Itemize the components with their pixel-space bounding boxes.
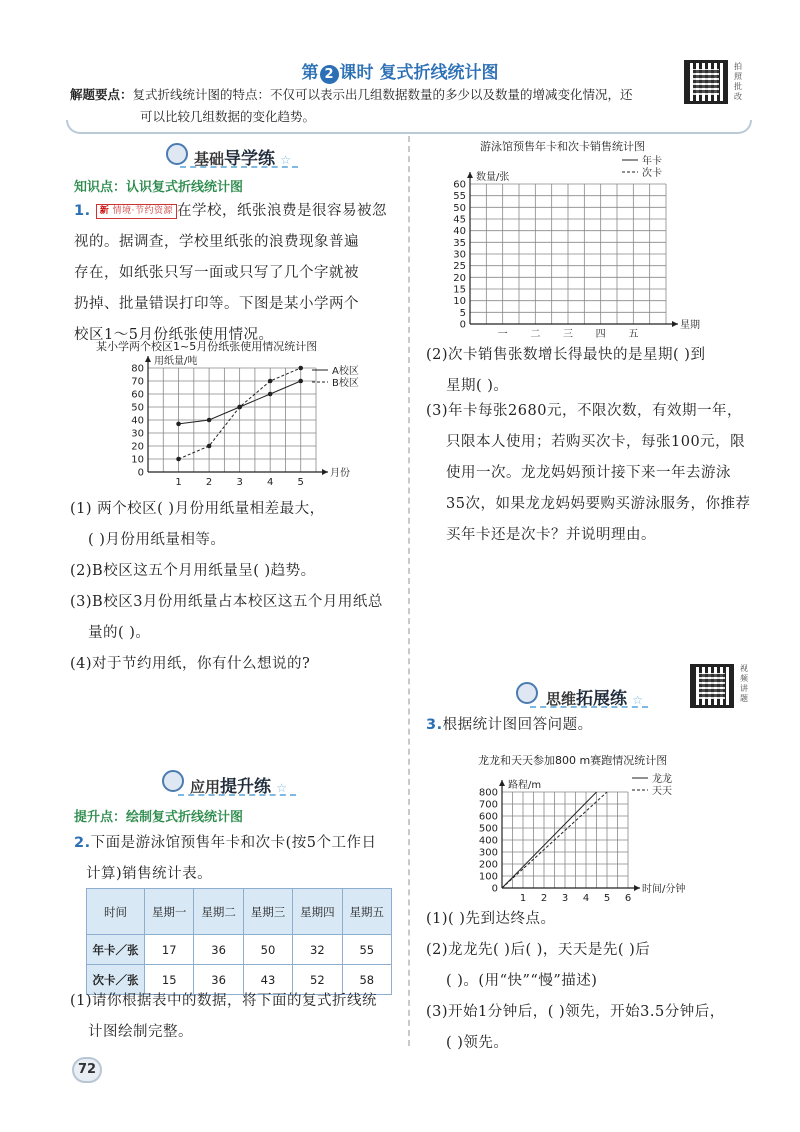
tips-label: 解题要点：: [70, 87, 133, 102]
q2-sub-3-line: 35次，如果龙龙妈妈要购买游泳服务，你推荐: [446, 496, 751, 512]
x-axis-arrow: [672, 321, 678, 327]
table-cell: 43: [243, 965, 292, 995]
x-tick-label: 2: [540, 893, 548, 904]
qr-code-icon[interactable]: [690, 664, 734, 708]
context-tag: [96, 204, 177, 219]
star-icon: ☆: [632, 693, 644, 707]
y-tick-label: 30: [131, 428, 144, 440]
q2-sub-2: [426, 340, 766, 402]
section-underline: [180, 166, 298, 168]
y-axis-arrow: [145, 356, 151, 362]
q2-sub-1-line: (1)请你根据表中的数据，将下面的复式折线统: [70, 993, 378, 1009]
section-apply-big: 提升练: [220, 777, 272, 797]
chart-paper-usage: [108, 352, 408, 497]
q2-sub-3-line: 买年卡还是次卡？并说明理由。: [446, 527, 656, 543]
column-divider: [408, 136, 410, 1046]
legend-label: 龙龙: [652, 774, 672, 785]
q3-sub-1: (1)( )先到达终点。: [426, 911, 556, 927]
y-tick-label: 400: [478, 835, 498, 847]
table-header-row: [87, 889, 392, 935]
lesson-title-text: 课时 复式折线统计图: [339, 63, 499, 83]
row-label: 年卡／张: [87, 935, 145, 965]
y-tick-label: 80: [131, 363, 144, 375]
legend-label: 天天: [652, 786, 672, 797]
table-cell: 58: [342, 965, 391, 995]
mascot-icon: [166, 143, 188, 165]
x-tick-label: 6: [624, 893, 632, 904]
q1-line: 扔掉、批量错误打印等。下图是某小学两个: [74, 296, 359, 312]
y-tick-label: 10: [131, 454, 144, 466]
x-tick-label: 五: [628, 329, 639, 340]
question-2-number: 2.: [74, 835, 91, 851]
section-basic-big: 导学练: [224, 149, 276, 169]
y-tick-label: 0: [137, 467, 144, 479]
row-label: 次卡／张: [87, 965, 145, 995]
y-tick-label: 0: [491, 883, 498, 895]
data-point: [298, 379, 303, 384]
table-cell: 17: [145, 935, 194, 965]
y-tick-label: 700: [478, 799, 498, 811]
q2-sub-2-line: 星期( )。: [446, 378, 509, 394]
mascot-icon: [516, 682, 538, 704]
section-basic-pre: 基础: [194, 150, 225, 168]
x-tick-label: 三: [563, 329, 573, 340]
context-tag-text: 情境·节约资源: [112, 205, 173, 216]
y-tick-label: 5: [459, 307, 466, 319]
data-point: [268, 379, 273, 384]
table-cell: 52: [293, 965, 342, 995]
mascot-icon: [162, 770, 184, 792]
y-tick-label: 200: [478, 859, 498, 871]
x-tick-label: 2: [205, 477, 213, 488]
chart-swim-cards: [430, 152, 730, 340]
table-cell: 36: [194, 965, 243, 995]
x-tick-label: 3: [561, 893, 569, 904]
q1-sub-4: (4)对于节约用纸，你有什么想说的?: [70, 656, 311, 672]
data-point: [268, 392, 273, 397]
x-tick-label: 4: [266, 477, 274, 488]
q1-line: 校区1～5月份纸张使用情况。: [74, 327, 274, 343]
q2-sub-1-line: 计图绘制完整。: [88, 1024, 193, 1040]
tips-line-2: 可以比较几组数据的变化趋势。: [140, 109, 316, 124]
table-header: 星期一: [145, 889, 194, 935]
section-think-big: 拓展练: [576, 689, 628, 709]
data-point: [176, 422, 181, 427]
y-tick-label: 25: [453, 261, 466, 273]
q2-sub-3-line: 使用一次。龙龙妈妈预计接下来一年去游泳: [446, 465, 731, 481]
q1-line: 存在，如纸张只写一面或只写了几个字就被: [74, 265, 359, 281]
section-underline: [530, 706, 648, 708]
page-number: 72: [72, 1057, 102, 1083]
y-axis-title: 用纸量/吨: [154, 356, 198, 367]
table-cell: 50: [243, 935, 292, 965]
question-2: [74, 828, 404, 890]
y-tick-label: 800: [478, 787, 498, 799]
x-axis-title: 时间/分钟: [642, 884, 686, 895]
data-point: [237, 405, 242, 410]
y-axis-title: 数量/张: [476, 172, 510, 183]
chart-1-title: 某小学两个校区1~5月份纸张使用情况统计图: [96, 340, 318, 353]
table-header: 星期五: [342, 889, 391, 935]
x-tick-label: 一: [497, 329, 508, 340]
y-tick-label: 45: [453, 214, 466, 226]
x-tick-label: 四: [595, 329, 606, 340]
q2-sub-2-line: (2)次卡销售张数增长得最快的是星期( )到: [426, 347, 706, 363]
knowledge-point: 知识点：认识复式折线统计图: [74, 180, 244, 195]
tips-line-1: 复式折线统计图的特点：不仅可以表示出几组数据数量的多少以及数量的增减变化情况，还: [132, 87, 633, 102]
question-3-number: 3.: [426, 717, 443, 733]
x-tick-label: 3: [236, 477, 243, 488]
legend-label: 次卡: [642, 168, 662, 179]
y-tick-label: 35: [453, 237, 466, 249]
x-tick-label: 4: [582, 893, 590, 904]
q1-line: 视的。据调查，学校里纸张的浪费现象普遍: [74, 234, 359, 250]
chart-2-title: 游泳馆预售年卡和次卡销售统计图: [480, 140, 645, 153]
star-icon: ☆: [280, 153, 292, 167]
x-tick-label: 1: [175, 477, 182, 488]
q2-sub-3-line: 只限本人使用；若购买次卡，每张100元，限: [446, 434, 746, 450]
tips-frame: [66, 120, 752, 134]
table-header: 时间: [87, 889, 145, 935]
sales-table: [86, 888, 392, 995]
y-tick-label: 20: [453, 272, 466, 284]
section-think-pre: 思维: [546, 690, 577, 708]
legend-label: 年卡: [642, 156, 662, 167]
y-tick-label: 0: [459, 319, 466, 331]
q1-sub-2: (2)B校区这五个月用纸量呈( )趋势。: [70, 563, 316, 579]
section-apply-pre: 应用: [190, 778, 221, 796]
y-tick-label: 15: [453, 284, 466, 296]
y-tick-label: 10: [453, 296, 466, 308]
question-1-subs: [70, 494, 405, 680]
x-axis-arrow: [634, 885, 640, 891]
q2-line: 下面是游泳馆预售年卡和次卡(按5个工作日: [90, 835, 377, 851]
table-cell: 32: [293, 935, 342, 965]
section-underline: [178, 794, 296, 796]
x-tick-label: 1: [519, 893, 527, 904]
data-point: [207, 444, 212, 449]
data-point: [207, 418, 212, 423]
q1-sub-3b: 量的( )。: [88, 625, 151, 641]
y-tick-label: 100: [478, 871, 498, 883]
x-axis-arrow: [322, 469, 328, 475]
question-1: [74, 196, 404, 351]
y-tick-label: 600: [478, 811, 498, 823]
y-tick-label: 50: [131, 402, 144, 414]
y-axis-arrow: [467, 172, 473, 178]
x-tick-label: 5: [297, 477, 304, 488]
y-tick-label: 500: [478, 823, 498, 835]
y-tick-label: 30: [453, 249, 466, 261]
table-row: [87, 935, 392, 965]
y-axis-arrow: [499, 780, 505, 786]
y-tick-label: 70: [131, 376, 144, 388]
q2-sub-3: [426, 396, 766, 551]
y-tick-label: 55: [453, 191, 466, 203]
lesson-prefix: 第: [301, 63, 319, 83]
q1-sub-1: (1) 两个校区( )月份用纸量相差最大，: [70, 501, 325, 517]
improvement-point: 提升点：绘制复式折线统计图: [74, 810, 244, 825]
x-tick-label: 5: [603, 893, 611, 904]
data-point: [298, 366, 303, 371]
context-tag-new: 新: [99, 205, 110, 216]
table-cell: 55: [342, 935, 391, 965]
star-icon: ☆: [276, 781, 288, 795]
y-tick-label: 50: [453, 202, 466, 214]
legend-label: B校区: [332, 378, 359, 389]
q2-sub-1: [70, 986, 405, 1048]
x-tick-label: 二: [530, 329, 541, 340]
chart-3-title: 龙龙和天天参加800 m赛跑情况统计图: [478, 754, 668, 767]
y-axis-title: 路程/m: [508, 780, 542, 791]
question-3: [426, 710, 766, 741]
lesson-number-badge: 2: [320, 65, 339, 84]
table-cell: 15: [145, 965, 194, 995]
table-header: 星期三: [243, 889, 292, 935]
x-axis-title: 星期: [680, 320, 700, 331]
y-tick-label: 20: [131, 441, 144, 453]
data-point: [176, 457, 181, 462]
q2-line: 计算)销售统计表。: [86, 866, 213, 882]
y-tick-label: 300: [478, 847, 498, 859]
q3-text: 根据统计图回答问题。: [442, 717, 593, 733]
x-axis-title: 月份: [330, 468, 350, 479]
y-tick-label: 60: [453, 179, 466, 191]
table-cell: 36: [194, 935, 243, 965]
y-tick-label: 40: [131, 415, 144, 427]
y-tick-label: 40: [453, 226, 466, 238]
qr-label: 视频讲题: [740, 664, 748, 703]
q1-sub-3: (3)B校区3月份用纸量占本校区这五个月用纸总: [70, 594, 383, 610]
chart-race: [440, 766, 740, 912]
question-3-subs: [426, 904, 766, 1059]
q1-line: 在学校，纸张浪费是很容易被忽: [176, 203, 387, 219]
q3-sub-2: (2)龙龙先( )后( )，天天是先( )后: [426, 942, 651, 958]
qr-label: 拍照批改: [734, 62, 742, 101]
q1-sub-1b: ( )月份用纸量相等。: [88, 532, 226, 548]
q2-sub-3-line: (3)年卡每张2680元，不限次数，有效期一年，: [426, 403, 742, 419]
q3-sub-2b: ( )。(用“快”“慢”描述): [446, 973, 598, 989]
table-header: 星期二: [194, 889, 243, 935]
q3-sub-3: (3)开始1分钟后，( )领先，开始3.5分钟后，: [426, 1004, 725, 1020]
y-tick-label: 60: [131, 389, 144, 401]
q3-sub-3b: ( )领先。: [446, 1035, 509, 1051]
lesson-title: [0, 58, 800, 84]
question-1-number: 1.: [74, 203, 91, 219]
legend-label: A校区: [332, 366, 359, 377]
table-header: 星期四: [293, 889, 342, 935]
